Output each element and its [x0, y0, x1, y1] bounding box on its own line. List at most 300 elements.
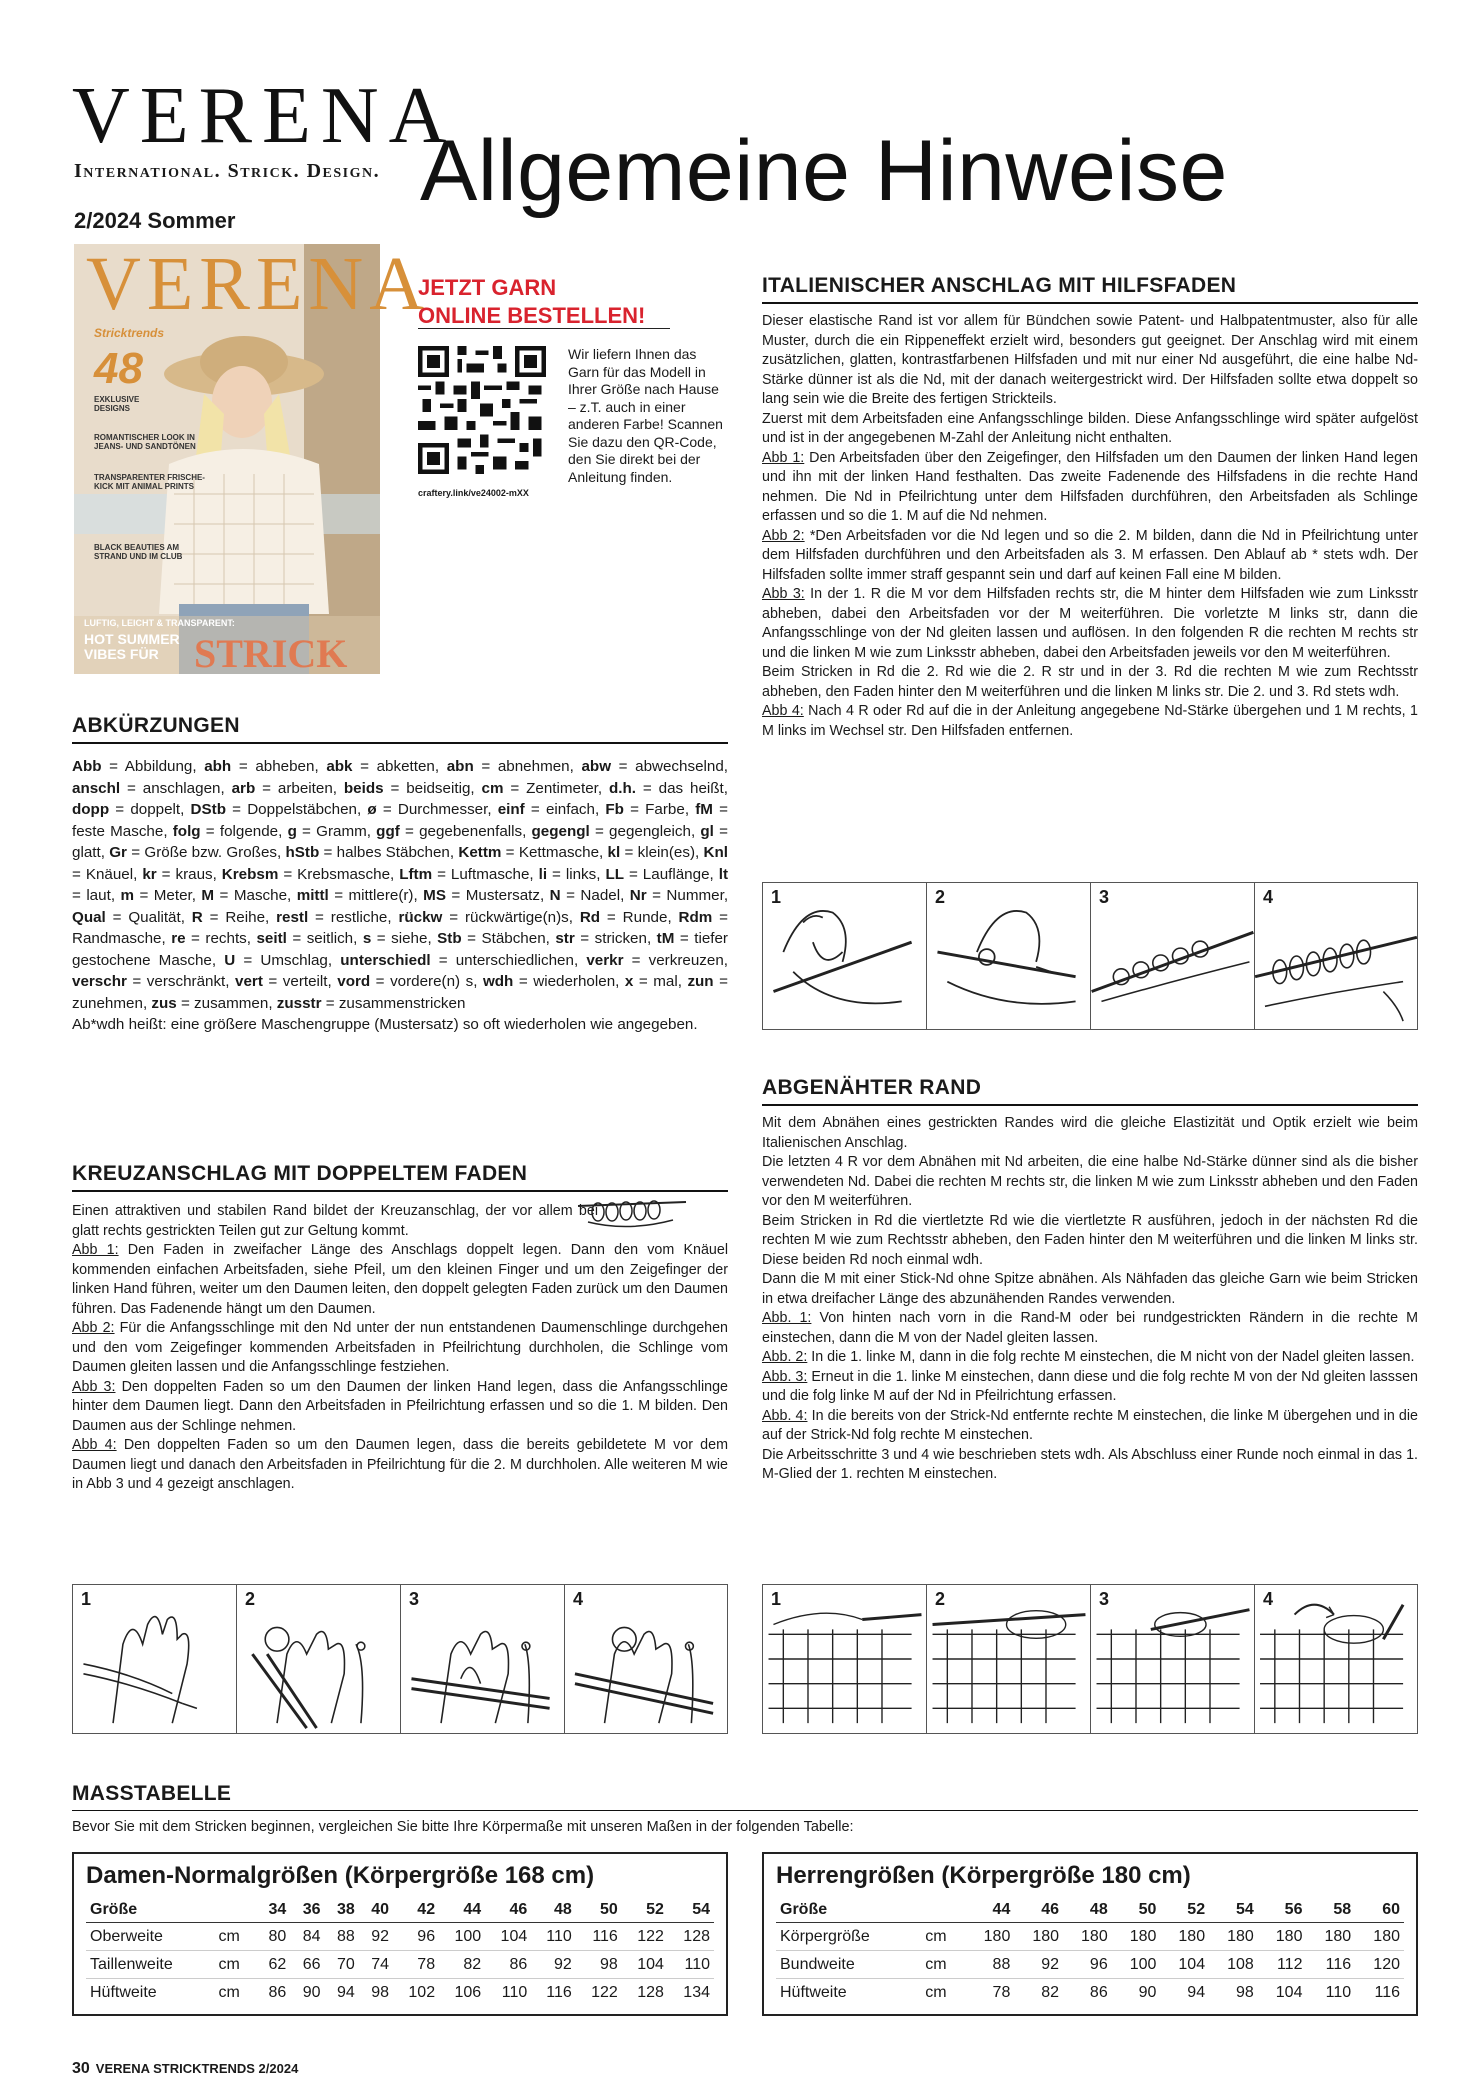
abbreviation-item: tM = tiefer gestochene Masche	[72, 930, 728, 969]
abbreviation-meaning: Lauflänge	[642, 865, 710, 883]
abbreviation-meaning: verkreuzen	[648, 951, 724, 969]
abbreviation-meaning: Abbildung	[124, 758, 193, 775]
table-cell: 96	[1063, 1951, 1112, 1979]
hand-needle-icon	[565, 1585, 727, 1733]
abbreviation-meaning: anschlagen	[142, 779, 221, 797]
section-abgenaeht	[762, 1076, 1418, 1485]
table-cell: cm	[206, 1951, 256, 1979]
abbreviation-item: cm = Zentimeter	[481, 779, 598, 797]
table-cell: 110	[668, 1951, 714, 1979]
table-row	[86, 1923, 714, 1951]
table-header-cell: 48	[531, 1898, 576, 1923]
abbreviation-meaning: Runde	[622, 908, 668, 926]
abbreviation-item: vert = verteilt	[235, 973, 328, 990]
table-cell: 180	[966, 1923, 1015, 1951]
section-title: KREUZANSCHLAG MIT DOPPELTEM FADEN	[72, 1162, 728, 1192]
abbreviation-list: Abb = Abbildung, abh = abheben, abk = abketten, abn = abnehmen, abw = abwechselnd, anschl = anschlagen, arb = arbeiten, beids = beidseitig, cm = Zentimeter, d.h. = das heißt, dopp = doppelt, DStb = Doppelstäbchen, ø = Durchmesser, einf = einfach, Fb = Farbe, fM = feste Masche, folg = folgende, g = Gramm, ggf = gegebenenfalls, gegengl = gegengleich, gl = glatt, Gr = Größe bzw. Großes, hStb = halbes Stäbchen, Kettm = Kettmasche, kl = klein(es), Knl = Knäuel, kr = kraus, Krebsm = Krebsmasche, Lftm = Luftmasche, li = links, LL = Lauflänge, lt = laut, m = Meter, M = Masche, mittl = mittlere(r), MS = Mustersatz, N = Nadel, Nr = Nummer, Qual = Qualität, R = Reihe, restl = restliche, rückw = rückwärtige(n)s, Rd = Runde, Rdm = Randmasche, re = rechts, seitl = seitlich, s = siehe, Stb = Stäbchen, str = stricken, tM = tiefer gestochene Masche, U = Umschlag, unterschiedl = unterschiedlichen, verkr = verkreuzen, verschr = verschränkt, vert = verteilt, vord = vordere(n) s, wdh = wiederholen, x = mal, zun = zunehmen, zus = zusammen, zusstr = zusammenstricken	[72, 758, 729, 1012]
abbreviation-item: mittl = mittlere(r)	[296, 887, 414, 904]
figure-number: 1	[81, 1589, 92, 1609]
abbreviation-term: folg	[172, 822, 201, 840]
table-cell: 86	[268, 1984, 287, 2001]
page-title: Allgemeine Hinweise	[420, 123, 1228, 219]
table-cell: 94	[336, 1984, 355, 2001]
abbreviation-item: d.h. = das heißt	[608, 779, 724, 797]
abbreviation-term: R	[191, 908, 203, 926]
abbreviation-item: Lftm = Luftmasche	[399, 865, 530, 883]
abbreviation-term: abh	[204, 758, 232, 775]
abbreviation-meaning: Meter	[153, 887, 192, 904]
footer-text: VERENA STRICKTRENDS 2/2024	[95, 2061, 299, 2076]
abbreviation-item: DStb = Doppelstäbchen	[190, 801, 357, 818]
abbreviation-term: Knl	[703, 844, 728, 861]
table-cell: 102	[408, 1984, 436, 2001]
abbreviation-item: einf = einfach	[497, 801, 595, 818]
abbreviation-term: lt	[718, 865, 728, 883]
cover-teaser-3: BLACK BEAUTIES AM STRAND UND IM CLUB	[94, 543, 183, 561]
step-label: Abb. 3:	[762, 1368, 808, 1385]
abbreviation-term: Lftm	[399, 865, 433, 883]
table-cell: 62	[256, 1951, 290, 1979]
table-cell: 112	[1258, 1951, 1307, 1979]
abbreviation-term: ggf	[376, 822, 400, 840]
table-cell: 90	[1138, 1984, 1157, 2001]
table-header-cell: 54	[1209, 1898, 1258, 1923]
table-header-cell: 52	[1160, 1898, 1209, 1923]
abbreviation-meaning: Durchmesser	[397, 801, 488, 818]
abbreviation-item: Abb = Abbildung	[72, 758, 193, 775]
figure-number: 3	[1099, 1589, 1110, 1609]
table-cell: Bundweite	[776, 1951, 913, 1979]
section-kreuzanschlag	[72, 1162, 728, 1495]
table-row	[776, 1979, 1404, 2007]
abbreviation-meaning: Randmasche	[72, 930, 162, 947]
abbreviation-term: abn	[446, 758, 474, 775]
hand-needle-icon	[927, 883, 1090, 1029]
table-cell: 180	[1306, 1923, 1355, 1951]
section-title: MASSTABELLE	[72, 1782, 1418, 1811]
table-cell: 180	[1014, 1923, 1063, 1951]
abbreviation-term: unterschiedl	[340, 951, 431, 969]
figure-number: 1	[771, 1589, 782, 1609]
table-cell: 98	[371, 1984, 390, 2001]
table-header-cell: 50	[576, 1898, 622, 1923]
abbreviation-term: Nr	[629, 887, 647, 904]
cover-teaser-2: TRANSPARENTER FRISCHE-KICK MIT ANIMAL PRINTS	[94, 473, 205, 491]
step-label: Abb. 1:	[762, 1310, 812, 1326]
table-cell: 128	[668, 1923, 714, 1951]
abbreviation-meaning: arbeiten	[277, 779, 333, 797]
table-cell: 98	[576, 1951, 622, 1979]
table-cell: 70	[325, 1951, 359, 1979]
step-label: Abb 4:	[72, 1437, 117, 1453]
table-row	[776, 1951, 1404, 1979]
knit-fabric-icon	[1091, 1585, 1254, 1733]
table-herren	[762, 1852, 1418, 2016]
abbreviation-item: M = Masche	[201, 887, 288, 904]
abbreviation-meaning: klein(es)	[637, 844, 696, 861]
abbreviation-term: Rd	[579, 908, 601, 926]
abbreviation-term: verkr	[586, 951, 624, 969]
abbreviation-item: abw = abwechselnd	[581, 758, 724, 775]
abbreviation-term: rückw	[398, 908, 443, 926]
abbreviation-term: mittl	[296, 887, 329, 904]
abbreviation-term: arb	[231, 779, 256, 797]
abbreviation-item: kr = kraus	[142, 865, 213, 883]
abbreviation-term: str	[555, 930, 575, 947]
abbreviation-term: anschl	[72, 779, 121, 797]
table-cell: 92	[359, 1923, 393, 1951]
table-cell: cm	[206, 1923, 256, 1951]
table-cell: Hüftweite	[90, 1984, 157, 2001]
abbreviation-term: fM	[695, 801, 713, 818]
abbreviation-item: li = links	[538, 865, 597, 883]
table-cell: 82	[439, 1951, 485, 1979]
abbreviation-item: Gr = Größe bzw. Großes	[109, 844, 277, 861]
table-cell: 104	[622, 1951, 668, 1979]
abbreviation-term: Rdm	[678, 908, 713, 926]
table-cell: 116	[1374, 1984, 1400, 2001]
figure-number: 3	[1099, 887, 1110, 907]
abbreviation-meaning: zunehmen	[72, 994, 143, 1012]
abbreviation-item: beids = beidseitig	[343, 779, 471, 797]
step-text: Beim Stricken in Rd die 2. Rd wie die 2. R str und in der 3. Rd die rechten M wie zum Rechtsstr abheben, den Faden hinter den M weiterführen und die linken M links str. Die 2. und 3. Rd stets wdh.	[762, 664, 1418, 700]
table-header-cell: 48	[1063, 1898, 1112, 1923]
abbreviation-meaning: Stäbchen	[481, 930, 546, 947]
figures-abgenaeht	[762, 1584, 1418, 1734]
table-cell: 80	[256, 1923, 290, 1951]
abbreviation-item: MS = Mustersatz	[423, 887, 540, 904]
abbreviation-item: Knl = Knäuel	[72, 844, 728, 883]
instruction-step	[72, 1319, 728, 1378]
section-title: ABGENÄHTER RAND	[762, 1076, 1418, 1106]
abbreviation-item: abn = abnehmen	[446, 758, 570, 775]
abbreviation-meaning: Krebsmasche	[297, 865, 391, 883]
abbreviation-term: vord	[337, 973, 371, 990]
abbreviation-item: zun = zunehmen	[72, 973, 728, 1012]
abbreviation-term: MS	[423, 887, 446, 904]
abbreviation-term: Qual	[72, 908, 106, 926]
step-text: Den doppelten Faden so um den Daumen der linken Hand legen, dass die Anfangsschlinge hinter dem Daumen liegt. Dann den Arbeitsfaden in Pfeilrichtung erfassen und so die 1. M bilden. Den Daumen aus der Schlinge nehmen.	[72, 1378, 729, 1434]
figure-number: 4	[1263, 887, 1274, 907]
step-label: Abb 3:	[762, 586, 805, 602]
table-row	[86, 1979, 714, 2007]
abbreviation-term: N	[549, 887, 561, 904]
table-cell: 116	[576, 1923, 622, 1951]
abbreviation-item: g = Gramm	[287, 822, 367, 840]
abbreviation-meaning: links	[565, 865, 597, 883]
table-cell: 122	[622, 1923, 668, 1951]
table-cell: 104	[1275, 1984, 1303, 2001]
table-header-cell: 54	[668, 1898, 714, 1923]
qr-link[interactable]: craftery.link/ve24002-mXX	[418, 488, 529, 498]
abbreviation-item: Krebsm = Krebsmasche	[221, 865, 391, 883]
table-cell: 78	[992, 1984, 1011, 2001]
table-header-cell: 36	[290, 1898, 324, 1923]
knit-fabric-icon	[927, 1585, 1090, 1733]
abbreviation-term: wdh	[482, 973, 514, 990]
promo-text: Wir liefern Ihnen das Garn für das Modell in Ihrer Größe nach Hause – z.T. auch in einer anderen Farbe! Scannen Sie dazu den QR-Code, den Sie direkt bei der Anleitung finden.	[568, 346, 723, 485]
abbreviation-item: gl = glatt	[72, 822, 728, 861]
table-header-cell: 52	[622, 1898, 668, 1923]
abbreviation-meaning: zusammenstricken	[338, 994, 466, 1012]
abbreviation-term: DStb	[190, 801, 226, 818]
abbreviation-term: verschr	[72, 973, 127, 990]
abbreviation-item: fM = feste Masche	[72, 801, 728, 840]
step-text: Für die Anfangsschlinge mit den Nd unter der nun entstandenen Daumenschlinge durchgehen und den vom Zeigefinger kommenden Arbeitsfaden in Pfeilrichtung durchholen, die Schlinge vom Daumen gleiten lassen und die Anfangsschlinge festziehen.	[72, 1320, 728, 1375]
table-header-cell: 46	[1014, 1898, 1063, 1923]
instruction-step	[762, 1368, 1418, 1407]
table-cell: Taillenweite	[86, 1951, 206, 1979]
table-header-cell: 38	[325, 1898, 359, 1923]
table-cell: 74	[359, 1951, 393, 1979]
instruction-step	[762, 449, 1418, 527]
paragraph: Dann die M mit einer Stick-Nd ohne Spitze abnähen. Als Nähfaden das gleiche Garn wie beim Stricken in etwa dreifacher Länge des abzunähenden Randes verwenden.	[762, 1271, 1418, 1307]
instruction-step	[762, 702, 1418, 741]
abbreviation-term: zusstr	[276, 994, 322, 1012]
abbreviation-meaning: rückwärtige(n)s	[464, 908, 569, 926]
abbreviation-item: vord = vordere(n) s	[337, 973, 474, 990]
step-text: Den doppelten Faden so um den Daumen legen, dass die bereits gebildetete M vor dem Daumen liegt und danach den Arbeitsfaden in Pfeilrichtung für die 2. M durchholen. Alle weiteren M wie in Abb 3 und 4 gezeigt anschlagen.	[72, 1437, 728, 1492]
section-abkuerzungen	[72, 714, 728, 1036]
abbreviation-item: zusstr = zusammenstricken	[276, 994, 466, 1012]
table-cell: 88	[325, 1923, 359, 1951]
table-cell: 180	[1160, 1923, 1209, 1951]
instruction-step	[762, 1407, 1418, 1446]
figure-number: 2	[935, 1589, 946, 1609]
kreuz-steps	[72, 1241, 728, 1495]
table-cell: cm	[913, 1923, 965, 1951]
section-title: ABKÜRZUNGEN	[72, 714, 728, 744]
table-cell: 104	[1160, 1951, 1209, 1979]
abbreviation-term: Stb	[437, 930, 462, 947]
abbreviation-meaning: rechts	[205, 930, 247, 947]
abbreviation-item: verschr = verschränkt	[72, 973, 226, 990]
table-header-cell: 56	[1258, 1898, 1307, 1923]
instruction-step	[72, 1378, 728, 1437]
abbreviation-term: dopp	[72, 801, 110, 818]
table-header-cell: 50	[1112, 1898, 1161, 1923]
abbreviation-meaning: wiederholen	[533, 973, 616, 990]
table-cell: 106	[454, 1984, 482, 2001]
section-masstabelle	[72, 1782, 1418, 1835]
page-number: 30	[72, 2060, 90, 2077]
table-header-cell	[913, 1898, 965, 1923]
abbreviation-term: U	[224, 951, 236, 969]
figure-4	[564, 1584, 728, 1734]
abbreviation-meaning: Kettmasche	[518, 844, 600, 861]
cover-logo: VERENA	[86, 242, 431, 326]
magazine-cover	[74, 242, 431, 676]
abbreviation-item: Stb = Stäbchen	[437, 930, 546, 947]
table-cell: 100	[1112, 1951, 1161, 1979]
step-label: Abb 2:	[762, 527, 805, 544]
abbreviation-item: hStb = halbes Stäbchen	[285, 844, 450, 861]
hand-needle-icon	[237, 1585, 400, 1733]
size-table-herren	[776, 1898, 1404, 2006]
abbreviation-meaning: mal	[653, 973, 678, 990]
table-cell: 134	[683, 1984, 710, 2001]
abbreviation-term: Krebsm	[221, 865, 279, 883]
abbreviation-item: Rdm = Randmasche	[72, 908, 728, 947]
abbreviation-item: m = Meter	[120, 887, 192, 904]
abbreviation-meaning: Nadel	[580, 887, 621, 904]
abbreviation-item: zus = zusammen	[151, 994, 269, 1012]
figure-1	[762, 882, 926, 1030]
abbreviation-item: rückw = rückwärtige(n)s	[398, 908, 569, 926]
cover-number: 48	[94, 344, 143, 393]
hand-needle-icon	[401, 1585, 564, 1733]
abbreviation-item: Nr = Nummer	[629, 887, 724, 904]
figure-number: 2	[245, 1589, 256, 1609]
figure-4	[1254, 882, 1418, 1030]
table-title: Herrengrößen (Körpergröße 180 cm)	[776, 1862, 1191, 1889]
step-text: In die 1. linke M, dann in die folg rechte M einstechen, die M nicht von der Nadel gleiten lassen.	[807, 1349, 1415, 1365]
abbreviation-item: dopp = doppelt	[72, 801, 181, 818]
step-text: Von hinten nach vorn in die Rand-M oder bei rundgestrickten Rändern in die rechte M einstechen, dann die M von der Nadel gleiten lassen.	[762, 1310, 1418, 1346]
table-header-cell: 46	[485, 1898, 531, 1923]
table-cell: 180	[1112, 1923, 1161, 1951]
step-label: Abb 1:	[762, 449, 805, 466]
table-cell: 104	[485, 1923, 531, 1951]
table-cell: cm	[925, 1984, 947, 2001]
figure-number: 2	[935, 887, 946, 907]
table-cell: 110	[531, 1923, 576, 1951]
section-italienisch	[762, 274, 1418, 741]
table-cell: 82	[1041, 1984, 1060, 2001]
abbreviation-item: gegengl = gegengleich	[531, 822, 691, 840]
abbreviation-meaning: gegengleich	[609, 822, 691, 840]
abbreviation-meaning: feste Masche	[72, 822, 164, 840]
brand-logo: VERENA	[72, 72, 457, 160]
abbreviation-meaning: glatt	[72, 844, 101, 861]
knit-row-icon	[1255, 883, 1417, 1029]
step-label: Abb 1:	[72, 1242, 119, 1258]
abbreviation-term: ø	[367, 801, 377, 818]
abbreviation-note: Ab*wdh heißt: eine größere Maschengruppe (Mustersatz) so oft wiederholen wie angegeben.	[72, 1016, 698, 1033]
table-cell: 78	[393, 1951, 439, 1979]
abbreviation-meaning: Reihe	[225, 908, 266, 926]
masstabelle-intro: Bevor Sie mit dem Stricken beginnen, vergleichen Sie bitte Ihre Körpermaße mit unseren Maßen in der folgenden Tabelle:	[72, 1819, 854, 1835]
abbreviation-item: R = Reihe	[191, 908, 266, 926]
figure-number: 4	[1263, 1589, 1274, 1609]
table-header-row	[86, 1898, 714, 1923]
table-cell: 94	[1187, 1984, 1206, 2001]
knit-fabric-icon	[1255, 1585, 1417, 1733]
abbreviation-meaning: doppelt	[130, 801, 181, 818]
abbreviation-term: seitl	[256, 930, 287, 947]
instruction-step	[762, 1348, 1418, 1368]
table-cell: 122	[591, 1984, 618, 2001]
abbreviation-meaning: vordere(n) s	[390, 973, 474, 990]
table-row	[86, 1951, 714, 1979]
step-label: Abb 3:	[72, 1378, 116, 1395]
abbreviation-item: wdh = wiederholen	[482, 973, 616, 990]
abbreviation-meaning: halbes Stäbchen	[336, 844, 450, 861]
figure-1	[762, 1584, 926, 1734]
table-cell: 86	[1089, 1984, 1108, 2001]
abbreviation-term: vert	[235, 973, 263, 990]
abbreviation-item: lt = laut	[72, 865, 728, 904]
table-header-cell: 34	[256, 1898, 290, 1923]
abbreviation-term: abw	[581, 758, 612, 775]
abbreviation-term: Fb	[605, 801, 624, 818]
abbreviation-meaning: Größe bzw. Großes	[144, 844, 277, 861]
abbreviation-meaning: laut	[86, 887, 111, 904]
abbreviation-term: Gr	[109, 844, 127, 861]
abbreviation-term: zun	[687, 973, 714, 990]
abbreviation-meaning: Luftmasche	[450, 865, 530, 883]
step-text: Erneut in die 1. linke M einstechen, dann diese und die folg rechte M von der Nd gleiten lasssen und die folg linke M auf der Nd in Pfeilrichtung erfassen.	[762, 1368, 1418, 1404]
abbreviation-meaning: beidseitig	[406, 779, 471, 797]
step-label: Abb 4:	[762, 703, 804, 719]
step-label: Abb. 2:	[762, 1349, 808, 1365]
abbreviation-meaning: Mustersatz	[465, 887, 540, 904]
step-text: Die Arbeitsschritte 3 und 4 wie beschrieben stets wdh. Als Abschluss einer Runde noch einmal in das 1. M-Glied der 1. rechten M einstechen.	[762, 1446, 1418, 1482]
cover-teaser-1: ROMANTISCHER LOOK IN JEANS- UND SANDTÖNEN	[94, 433, 196, 451]
abbreviation-item: re = rechts	[171, 930, 247, 947]
table-header-cell: 58	[1306, 1898, 1355, 1923]
hand-icon	[73, 1585, 236, 1733]
abbreviation-meaning: Zentimeter	[526, 779, 598, 797]
abbreviation-item: ø = Durchmesser	[367, 801, 488, 818]
promo-heading-line2: ONLINE BESTELLEN!	[418, 302, 646, 328]
abbreviation-meaning: mittlere(r)	[348, 887, 414, 904]
table-cell: 120	[1355, 1951, 1404, 1979]
abbreviation-item: anschl = anschlagen	[72, 779, 221, 797]
abbreviation-item: LL = Lauflänge	[605, 865, 710, 883]
table-cell: 100	[439, 1923, 485, 1951]
table-header-cell: Größe	[86, 1898, 206, 1923]
paragraph: Zuerst mit dem Arbeitsfaden eine Anfangsschlinge bilden. Diese Anfangsschlinge wird später aufgelöst und ist in der angegebenen M-Zahl der Anleitung nicht enthalten.	[762, 410, 1418, 446]
table-header-cell: 60	[1355, 1898, 1404, 1923]
instruction-step	[72, 1436, 728, 1495]
table-cell: 88	[966, 1951, 1015, 1979]
table-cell: 96	[393, 1923, 439, 1951]
abbreviation-meaning: gegebenenfalls	[419, 822, 523, 840]
instruction-step	[762, 663, 1418, 702]
table-cell: cm	[218, 1984, 240, 2001]
abbreviation-term: Abb	[72, 758, 102, 775]
abbreviation-meaning: das heißt	[658, 779, 724, 797]
abbreviation-meaning: einfach	[545, 801, 595, 818]
table-cell: 110	[1325, 1984, 1352, 2001]
table-header-cell: 42	[393, 1898, 439, 1923]
paragraph: Dieser elastische Rand ist vor allem für Bündchen sowie Patent- und Halbpatentmuster, also für alle Muster, durch die ein Rippeneffekt erzielt wird, besonders gut geeignet. Der Anschlag wird mit einem zusätzlichen, glatten, kontrastfarbenen Hilfsfaden und mit nur einer Nd ausgeführt, die eine halbe Nd-Stärke dünner ist als die Nd, mit der danach weitergestrickt wird. Der Hilfsfaden sollte etwa doppelt so lang sein wie die Breite des fertigen Strickteils.	[762, 313, 1418, 407]
abbreviation-term: m	[120, 887, 134, 904]
abbreviation-meaning: zusammen	[194, 994, 269, 1012]
abbreviation-item: U = Umschlag	[224, 951, 328, 969]
table-cell: 108	[1209, 1951, 1258, 1979]
italienisch-text	[762, 312, 1418, 741]
step-label: Abb 2:	[72, 1320, 115, 1336]
figure-3	[1090, 1584, 1254, 1734]
abbreviation-meaning: restliche	[330, 908, 388, 926]
abbreviation-item: Kettm = Kettmasche	[458, 844, 600, 861]
table-header-cell: 44	[966, 1898, 1015, 1923]
abbreviation-meaning: stricken	[594, 930, 647, 947]
abbreviation-term: g	[287, 822, 297, 840]
table-cell: 86	[485, 1951, 531, 1979]
abbreviation-meaning: siehe	[391, 930, 428, 947]
abbreviation-item: N = Nadel	[549, 887, 621, 904]
issue-label: 2/2024 Sommer	[74, 208, 236, 233]
abbreviation-meaning: unterschiedlichen	[455, 951, 574, 969]
abbreviation-meaning: folgende	[219, 822, 279, 840]
page-footer	[72, 2060, 304, 2078]
abbreviation-term: cm	[481, 779, 504, 797]
qr-code-icon[interactable]	[418, 346, 546, 474]
abbreviation-meaning: abnehmen	[497, 758, 570, 775]
